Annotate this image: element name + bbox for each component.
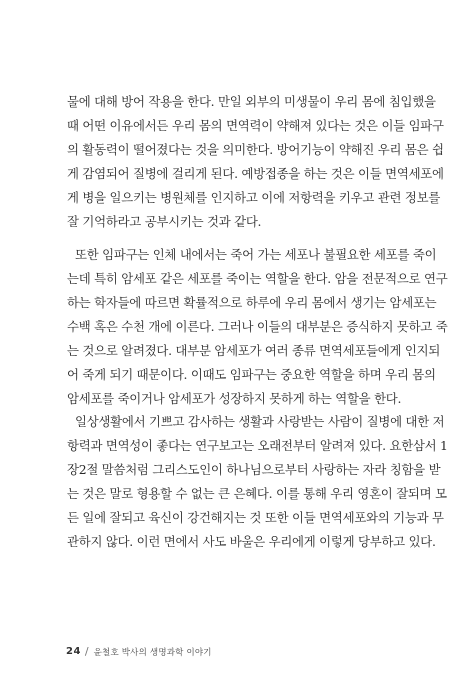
running-title: 윤철호 박사의 생명과학 이야기 — [93, 647, 212, 658]
paragraph-3 — [67, 410, 448, 554]
text-line: 또한 임파구는 인체 내에서는 죽어 가는 세포나 불필요한 세포를 죽이 — [75, 247, 437, 262]
text-line: 장2절 말씀처럼 그리스도인이 하나님으로부터 사랑하는 자라 칭함을 받 — [67, 462, 441, 477]
text-line: 는 것으로 알려졌다. 대부분 암세포가 여러 종류 면역세포들에게 인지되 — [67, 343, 441, 358]
paragraph-1 — [67, 90, 444, 234]
text-line: 관하지 않다. 이런 면에서 사도 바울은 우리에게 이렇게 당부하고 있다. — [67, 534, 436, 549]
text-line: 잘 기억하라고 공부시키는 것과 같다. — [67, 214, 262, 229]
text-line: 는 것은 말로 형용할 수 없는 큰 은혜다. 이를 통해 우리 영혼이 잘되며 모 — [67, 486, 447, 501]
text-line: 암세포를 죽이거나 암세포가 성장하지 못하게 하는 역할을 한다. — [67, 391, 402, 406]
text-line: 하는 학자들에 따르면 확률적으로 하루에 우리 몸에서 생기는 암세포는 — [67, 295, 437, 310]
text-line: 게 감염되어 질병에 걸리게 된다. 예방접종을 하는 것은 이들 면역세포에 — [67, 166, 444, 181]
paragraph-2 — [67, 243, 448, 411]
text-line: 의 활동력이 떨어졌다는 것을 의미한다. 방어기능이 약해진 우리 몸은 쉽 — [67, 142, 444, 157]
page-footer — [66, 645, 212, 658]
text-line: 수백 혹은 수천 개에 이른다. 그러나 이들의 대부분은 증식하지 못하고 죽 — [67, 319, 448, 334]
text-line: 는데 특히 암세포 같은 세포를 죽이는 역할을 한다. 암을 전문적으로 연구 — [67, 271, 448, 286]
footer-separator: / — [84, 645, 89, 658]
text-line: 물에 대해 방어 작용을 한다. 만일 외부의 미생물이 우리 몸에 침입했을 — [67, 94, 436, 109]
text-line: 항력과 면역성이 좋다는 연구보고는 오래전부터 알려져 있다. 요한삼서 1 — [67, 438, 448, 453]
text-line: 게 병을 일으키는 병원체를 인지하고 이에 저항력을 키우고 관련 정보를 — [67, 190, 441, 205]
text-line: 어 죽게 되기 때문이다. 이때도 임파구는 중요한 역할을 하며 우리 몸의 — [67, 367, 436, 382]
page-number: 24 — [66, 646, 81, 657]
text-line: 든 일에 잘되고 육신이 강건해지는 것 또한 이들 면역세포와의 기능과 무 — [67, 510, 444, 525]
text-line: 때 어떤 이유에서든 우리 몸의 면역력이 약해져 있다는 것은 이들 임파구 — [67, 118, 444, 133]
text-line: 일상생활에서 기쁘고 감사하는 생활과 사랑받는 사람이 질병에 대한 저 — [75, 414, 445, 429]
